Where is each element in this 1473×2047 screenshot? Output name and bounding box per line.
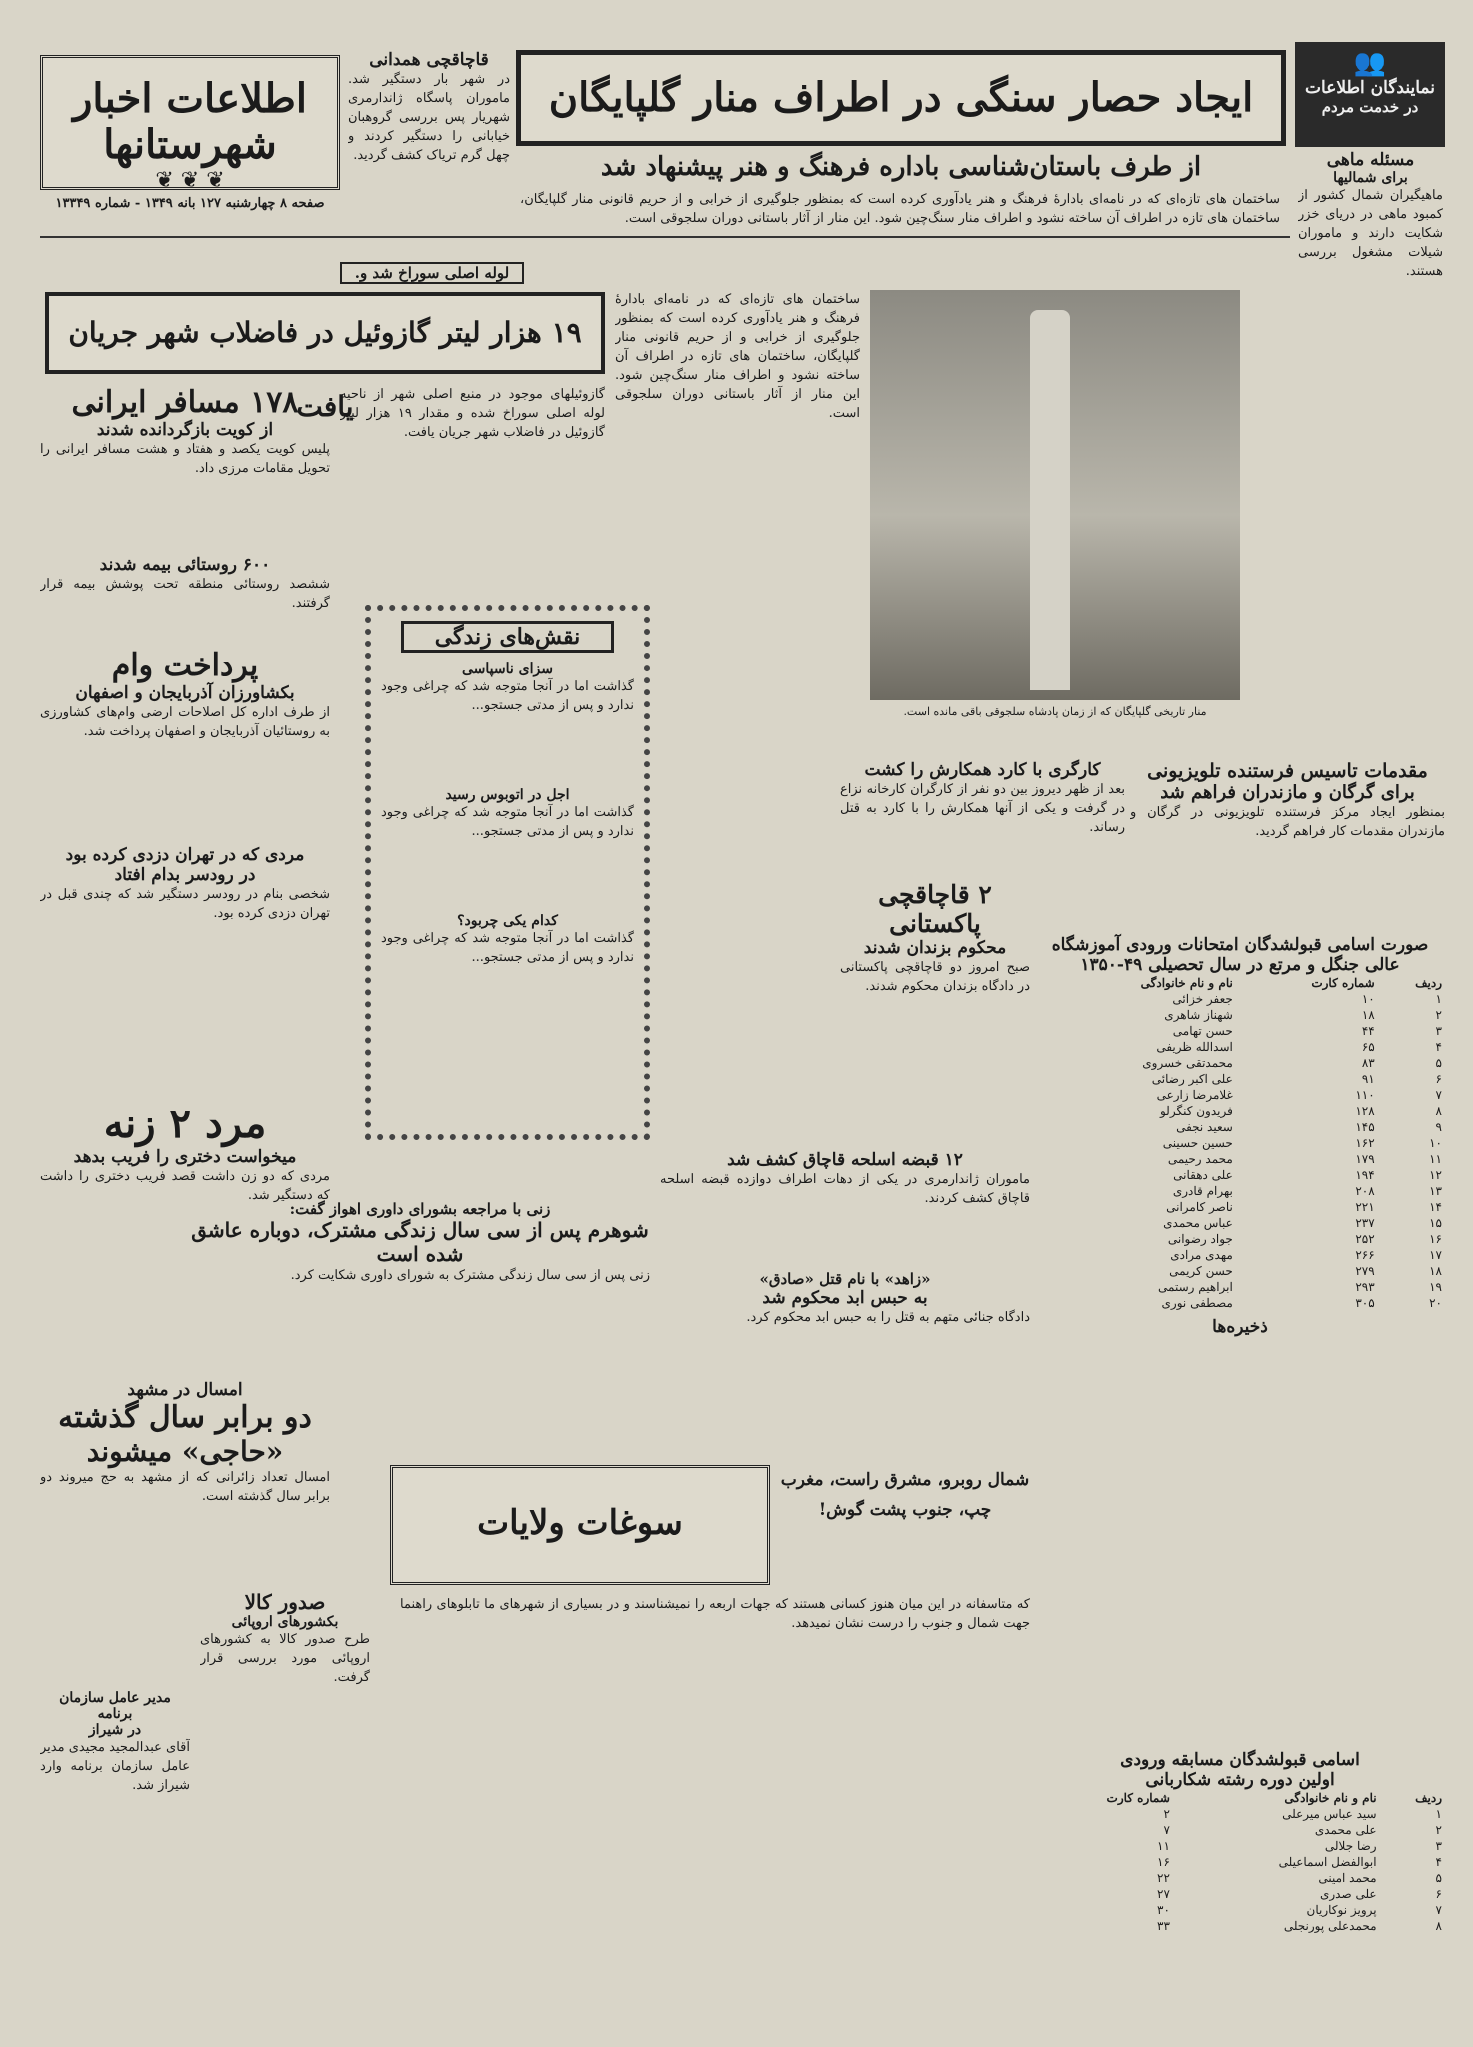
rep-box-sub: در خدمت مردم (1321, 98, 1419, 116)
accident-body: شخصی بنام در رودسر دستگیر شد که چندی قبل در تهران دزدی کرده بود. (40, 887, 330, 921)
radio-body: آقای عبدالمجید مجیدی مدیر عامل سازمان برنامه وارد شیراز شد. (40, 1740, 190, 1793)
exam-title: صورت اسامی قبولشدگان امتحانات ورودی آموزشگاه (1051, 935, 1429, 955)
villagers-article (40, 555, 330, 635)
rugs-cell: ۳۳ (1157, 1919, 1170, 1933)
exam-cell: حسن تهامی (1172, 1024, 1233, 1038)
fisherman-body: ماهیگیران شمال کشور از کمبود ماهی در دریای خزر شکایت دارند و ماموران شیلات مشغول بررسی هستند. (1298, 188, 1443, 279)
divorce-title: شوهرم پس از سی سال زندگی مشترک، دوباره عاشق شده است (191, 1218, 649, 1266)
workers-title: کارگری با کارد همکارش را کشت (864, 760, 1101, 780)
exam-cell: محمد رحیمی (1167, 1152, 1233, 1166)
exam-cell: ۱۱۰ (1355, 1088, 1375, 1102)
workers-body: بعد از ظهر دیروز بین دو نفر از کارگران کارخانه نزاع در گرفت و یکی از آنها همکارش را با کارد به قتل رساند. (840, 782, 1125, 835)
exam-cell: حسن کریمی (1169, 1264, 1233, 1278)
masthead-ornament: ❦ ❦ ❦ (155, 168, 225, 193)
radio-article (40, 1690, 190, 1978)
pakistan-article (840, 880, 1030, 1098)
payment-body: از طرف اداره کل اصلاحات ارضی وام‌های کشاورزی به روستائیان آذربایجان و اصفهان پرداخت شد. (40, 705, 330, 739)
headline-main-subtitle: از طرف باستان‌شناسی باداره فرهنگ و هنر پیشنهاد شد (600, 152, 1202, 182)
exam-cell: ۱۵ (1429, 1216, 1442, 1230)
exam-row (1035, 1247, 1445, 1263)
exam-cell: ۱۶ (1429, 1232, 1442, 1246)
masthead-logo (40, 55, 340, 193)
bigamy-title: مرد ۲ زنه (103, 1100, 267, 1147)
exam-cell: سعید نجفی (1176, 1120, 1233, 1134)
exam-cell: ۲۶۶ (1355, 1248, 1375, 1262)
exam-row (1035, 1071, 1445, 1087)
life-body-2: گذاشت اما در آنجا متوجه شد که چراغی وجود ندارد و پس از مدتی جستجو... (381, 805, 634, 839)
exam-row (1035, 1295, 1445, 1311)
export-body: طرح صدور کالا به کشورهای اروپائی مورد بررسی قرار گرفت. (200, 1632, 370, 1685)
exam-row (1035, 1183, 1445, 1199)
rugs-table (1035, 1790, 1445, 1934)
rugs-cell: ۶ (1435, 1887, 1442, 1901)
exam-row (1035, 1103, 1445, 1119)
exam-cell: ۵ (1435, 1056, 1442, 1070)
exam-cell: ۲۳۷ (1355, 1216, 1375, 1230)
life-item-3: کدام یکی چربود؟ (457, 913, 558, 929)
rugs-cell: ۲ (1163, 1807, 1170, 1821)
bigamy-body: مردی که دو زن داشت قصد فریب دختری را داشت که دستگیر شد. (40, 1169, 330, 1203)
tv-article (1130, 760, 1445, 893)
life-box (365, 605, 650, 1140)
people-icon: 👥 (1353, 48, 1387, 78)
rep-box-title: نمایندگان اطلاعات (1305, 78, 1435, 98)
rugs-cell: ابوالفضل اسماعیلی (1278, 1855, 1377, 1869)
exam-row (1035, 1087, 1445, 1103)
radio-title: مدیر عامل سازمان برنامه (59, 1690, 171, 1722)
exam-row (1035, 1263, 1445, 1279)
exam-row (1035, 991, 1445, 1007)
exam-cell: ۱۴۵ (1355, 1120, 1375, 1134)
rugs-list (1035, 1750, 1445, 1934)
exam-cell: ۱۰ (1429, 1136, 1442, 1150)
provinces-body: که متاسفانه در این میان هنوز کسانی هستند که جهات اربعه را نمیشناسند و در بسیاری از شهرهای ما تابلوهای راهنما جهت شمال و جنوب را درست نشان نمیدهد. (400, 1597, 1030, 1631)
rugs-cell: ۱۱ (1157, 1839, 1170, 1853)
exam-cell: ۱۲ (1429, 1168, 1442, 1182)
exam-cell: ۱۱ (1429, 1152, 1442, 1166)
rugs-row (1035, 1886, 1445, 1902)
exam-reserve-label: ذخیره‌ها (1212, 1317, 1268, 1337)
exam-cell: ۸۳ (1361, 1056, 1375, 1070)
gasoline-title: ۱۹ هزار لیتر گازوئیل در فاضلاب شهر جریان یافت (68, 316, 582, 423)
exam-cell: بهرام قادری (1172, 1184, 1233, 1198)
rugs-col-3: شماره کارت (1106, 1791, 1170, 1805)
rugs-cell: علی محمدی (1314, 1823, 1377, 1837)
exam-row (1035, 1007, 1445, 1023)
exam-cell: شهناز شاهری (1164, 1008, 1233, 1022)
rugs-cell: سید عباس میرعلی (1282, 1807, 1377, 1821)
life-title: نقش‌های زندگی (401, 621, 614, 653)
bigamy-sub: میخواست دختری را فریب بدهد (73, 1147, 297, 1167)
provinces-kicker: شمال روبرو، مشرق راست، مغرب چپ، جنوب پشت گوش! (780, 1470, 1030, 1520)
accident-title: مردی که در تهران دزدی کرده بود (65, 845, 305, 865)
divorce-body: زنی پس از سی سال زندگی مشترک به شورای داوری شکایت کرد. (290, 1268, 650, 1283)
exam-cell: ۱۷۹ (1355, 1152, 1375, 1166)
accident-sub: در رودسر بدام افتاد (114, 865, 256, 885)
rugs-cell: محمد امینی (1318, 1871, 1377, 1885)
exam-cell: ۲۰۸ (1355, 1184, 1375, 1198)
exam-cell: ۴۴ (1361, 1024, 1375, 1038)
rugs-cell: ۱۶ (1157, 1855, 1170, 1869)
exam-cell: ۱۷ (1429, 1248, 1442, 1262)
exam-cell: جواد رضوانی (1167, 1232, 1233, 1246)
exam-cell: ۲۹۳ (1355, 1280, 1375, 1294)
rugs-cell: ۷ (1435, 1903, 1442, 1917)
hamedan-article (348, 50, 510, 220)
exam-cell: جعفر خزائی (1172, 992, 1233, 1006)
rugs-row (1035, 1806, 1445, 1822)
exam-row (1035, 1055, 1445, 1071)
gasoline-kicker: لوله اصلی سوراخ شد و. (340, 262, 524, 284)
travelers-sub: از کویت بازگردانده شدند (96, 420, 274, 440)
headline-main-box (516, 50, 1286, 146)
exam-cell: ۶ (1435, 1072, 1442, 1086)
rep-box (1295, 42, 1445, 147)
exam-row (1035, 1119, 1445, 1135)
exam-cell: حسین حسینی (1162, 1136, 1233, 1150)
export-title: صدور کالا (244, 1590, 326, 1614)
exam-cell: ۱۶۲ (1355, 1136, 1375, 1150)
headline-main-title: ایجاد حصار سنگی در اطراف منار گلپایگان (548, 74, 1254, 121)
rugs-cell: ۲ (1435, 1823, 1442, 1837)
issue-line: صفحه ۸ چهارشنبه ۱۲۷ بانه ۱۳۴۹ - شماره ۱۳۳۴۹ (55, 196, 325, 211)
exam-cell: ۲۵۲ (1355, 1232, 1375, 1246)
murder-title: به حبس ابد محکوم شد (762, 1288, 928, 1308)
provinces-box (390, 1465, 770, 1585)
provinces-title: سوغات ولایات (477, 1503, 683, 1543)
exam-cell: ۹۱ (1361, 1072, 1375, 1086)
exam-cell: ابراهیم رستمی (1158, 1280, 1233, 1294)
exam-col-2: شماره کارت (1311, 976, 1375, 990)
rugs-cell: ۲۷ (1157, 1887, 1170, 1901)
exam-cell: ۴ (1435, 1040, 1442, 1054)
minaret-photo (870, 290, 1240, 700)
hajji-title: دو برابر سال گذشته (58, 1400, 312, 1435)
divorce-kicker: زنی با مراجعه بشورای داوری اهواز گفت: (289, 1200, 551, 1218)
exam-cell: غلامرضا زارعی (1156, 1088, 1233, 1102)
exam-table (1035, 975, 1445, 1311)
exam-row (1035, 1167, 1445, 1183)
rugs-sub: اولین دوره رشته شکاربانی (1145, 1770, 1335, 1790)
rugs-title: اسامی قبولشدگان مسابقه ورودی (1120, 1750, 1360, 1770)
export-sub: بکشورهای اروپائی (231, 1614, 339, 1630)
rugs-cell: رضا جلالی (1324, 1839, 1377, 1853)
exam-cell: مصطفی نوری (1161, 1296, 1233, 1310)
exam-cell: علی اکبر رضائی (1151, 1072, 1233, 1086)
exam-cell: ۸ (1435, 1104, 1442, 1118)
exam-cell: محمدتقی خسروی (1142, 1056, 1233, 1070)
tv-body: بمنظور ایجاد مرکز فرستنده تلویزیونی در گرگان و مازندران مقدمات کار فراهم گردید. (1130, 805, 1445, 839)
rugs-col-1: ردیف (1415, 1791, 1442, 1805)
radio-sub: در شیراز (88, 1722, 142, 1738)
exam-row (1035, 1135, 1445, 1151)
rugs-row (1035, 1902, 1445, 1918)
exam-cell: ناصر کامرانی (1166, 1200, 1233, 1214)
workers-article (840, 760, 1125, 860)
exam-cell: ۶۵ (1361, 1040, 1375, 1054)
rugs-cell: ۵ (1435, 1871, 1442, 1885)
exam-cell: ۳۰۵ (1355, 1296, 1375, 1310)
exam-col-1: ردیف (1415, 976, 1442, 990)
exam-cell: فریدون کنگرلو (1159, 1104, 1233, 1118)
masthead-title: اطلاعات اخبار شهرستانها (73, 75, 307, 168)
exam-cell: ۷ (1435, 1088, 1442, 1102)
exam-cell: ۹ (1435, 1120, 1442, 1134)
exam-cell: علی دهقانی (1173, 1168, 1233, 1182)
exam-row (1035, 1231, 1445, 1247)
pakistan-body: صبح امروز دو قاچاقچی پاکستانی در دادگاه بزندان محکوم شدند. (840, 960, 1030, 994)
rugs-col-2: نام و نام خانوادگی (1284, 1791, 1377, 1805)
weapons-title: ۱۲ قبضه اسلحه قاچاق کشف شد (727, 1150, 963, 1170)
tv-sub: برای گرگان و مازندران فراهم شد (1160, 782, 1415, 803)
travelers-article (40, 385, 330, 500)
exam-cell: ۱۹۴ (1355, 1168, 1375, 1182)
exam-cell: ۱۸ (1361, 1008, 1375, 1022)
life-body-1: گذاشت اما در آنجا متوجه شد که چراغی وجود ندارد و پس از مدتی جستجو... (381, 679, 634, 713)
pakistan-sub: محکوم بزندان شدند (863, 938, 1007, 958)
hajji-kicker: امسال در مشهد (127, 1380, 243, 1400)
hajji-body: امسال تعداد زائرانی که از مشهد به حج میروند دو برابر سال گذشته است. (40, 1470, 330, 1504)
accident-article (40, 845, 330, 985)
rugs-row (1035, 1838, 1445, 1854)
exam-cell: ۱۹ (1429, 1280, 1442, 1294)
murder-kicker: «زاهد» با نام قتل «صادق» (759, 1270, 931, 1288)
fisherman-title: مسئله ماهی (1326, 150, 1415, 170)
pakistan-title: ۲ قاچاقچی پاکستانی (878, 880, 992, 938)
rugs-cell: محمدعلی پورنجلی (1283, 1919, 1377, 1933)
exam-row (1035, 1199, 1445, 1215)
minaret-side-text: ساختمان های تازه‌ای که در نامه‌ای بادارهٔ فرهنگ و هنر یادآوری کرده است که بمنظور جلوگیری از خرابی و از حریم قانونی منار گلپایگان، ساختمان های تازه در اطراف آن ساخته نشود و اطراف منار سنگ‌چین شود. این منار از آثار باستانی دوران سلجوقی است. (615, 292, 860, 421)
weapons-article (660, 1150, 1030, 1260)
exam-row (1035, 1039, 1445, 1055)
rugs-cell: علی صدری (1319, 1887, 1377, 1901)
rugs-cell: ۴ (1435, 1855, 1442, 1869)
rugs-row (1035, 1870, 1445, 1886)
villagers-body: ششصد روستائی منطقه تحت پوشش بیمه قرار گرفتند. (40, 577, 330, 611)
exam-cell: ۲۲۱ (1355, 1200, 1375, 1214)
headline-main-body: ساختمان های تازه‌ای که در نامه‌ای بادارهٔ فرهنگ و هنر یادآوری کرده است که بمنظور جلوگیری از خرابی و از حریم قانونی منار گلپایگان، ساختمان های تازه در اطراف آن ساخته نشود و اطراف منار سنگ‌چین شود. این منار از آثار باستانی دوران سلجوقی است. (520, 192, 1280, 226)
exam-cell: ۳ (1435, 1024, 1442, 1038)
fisherman-sub: برای شمالیها (1333, 170, 1408, 186)
rugs-row (1035, 1918, 1445, 1934)
exam-cell: ۱۴ (1429, 1200, 1442, 1214)
exam-cell: ۱۰ (1361, 992, 1375, 1006)
exam-cell: مهدی مرادی (1170, 1248, 1233, 1262)
weapons-body: ماموران ژاندارمری در یکی از دهات اطراف دوازده قبضه اسلحه قاچاق کشف کردند. (660, 1172, 1030, 1206)
exam-cell: ۱۳ (1429, 1184, 1442, 1198)
exam-cell: ۱۲۸ (1355, 1104, 1375, 1118)
exam-cell: ۱۸ (1429, 1264, 1442, 1278)
life-item-2: اجل در اتوبوس رسید (445, 787, 570, 803)
exam-row (1035, 1151, 1445, 1167)
payment-sub: بکشاورزان آذربایجان و اصفهان (75, 683, 295, 703)
exam-row (1035, 1215, 1445, 1231)
minaret-shape (1030, 310, 1070, 690)
villagers-title: ۶۰۰ روستائی بیمه شدند (99, 555, 271, 575)
exam-row (1035, 1023, 1445, 1039)
exam-cell: ۲۷۹ (1355, 1264, 1375, 1278)
rugs-cell: ۳۰ (1157, 1903, 1170, 1917)
murder-body: دادگاه جنائی متهم به قتل را به حبس ابد محکوم کرد. (746, 1310, 1030, 1325)
hajji-article (40, 1380, 330, 1608)
hajji-sub: «حاجی» میشوند (86, 1435, 284, 1468)
divorce-article (190, 1200, 650, 1386)
payment-title: پرداخت وام (111, 648, 259, 683)
hamedan-title: قاچاقچی همدانی (369, 50, 489, 70)
payment-article (40, 648, 330, 833)
rugs-cell: ۸ (1435, 1919, 1442, 1933)
rugs-cell: ۳ (1435, 1839, 1442, 1853)
rugs-row (1035, 1822, 1445, 1838)
rugs-cell: ۲۲ (1157, 1871, 1170, 1885)
travelers-title: ۱۷۸ مسافر ایرانی (71, 385, 299, 420)
exam-row (1035, 1279, 1445, 1295)
minaret-caption: منار تاریخی گلپایگان که از زمان پادشاه سلجوقی باقی مانده است. (903, 705, 1207, 718)
rugs-cell: ۱ (1435, 1807, 1442, 1821)
life-body-3: گذاشت اما در آنجا متوجه شد که چراغی وجود ندارد و پس از مدتی جستجو... (381, 931, 634, 965)
exam-cell: اسدالله ظریفی (1156, 1040, 1233, 1054)
exam-cell: ۲۰ (1429, 1296, 1442, 1310)
gasoline-body: گازوئیلهای موجود در منبع اصلی شهر از ناحیه لوله اصلی سوراخ شده و مقدار ۱۹ هزار لیتر گازوئیل در فاضلاب شهر جریان یافت. (340, 387, 605, 440)
fisherman-article (1298, 150, 1443, 806)
exam-col-3: نام و نام خانوادگی (1140, 976, 1233, 990)
exam-cell: عباس محمدی (1163, 1216, 1233, 1230)
exam-cell: ۲ (1435, 1008, 1442, 1022)
life-item-1: سزای ناسپاسی (462, 661, 553, 677)
rugs-row (1035, 1854, 1445, 1870)
travelers-body: پلیس کویت یکصد و هفتاد و هشت مسافر ایرانی را تحویل مقامات مرزی داد. (40, 442, 330, 476)
exam-sub: عالی جنگل و مرتع در سال تحصیلی ۴۹-۱۳۵۰ (1080, 955, 1400, 975)
export-article (200, 1590, 370, 1860)
exam-list (1035, 935, 1445, 1337)
hamedan-body: در شهر بار دستگیر شد. ماموران پاسگاه ژاندارمری شهریار پس بررسی گروهبان خیابانی را دستگیر کردند و چهل گرم تریاک کشف گردید. (348, 72, 510, 163)
tv-title: مقدمات تاسیس فرستنده تلویزیونی (1147, 760, 1428, 782)
exam-cell: ۱ (1435, 992, 1442, 1006)
rugs-cell: پرویز نوکاریان (1306, 1903, 1377, 1917)
rugs-cell: ۷ (1163, 1823, 1170, 1837)
murder-article (660, 1270, 1030, 1418)
